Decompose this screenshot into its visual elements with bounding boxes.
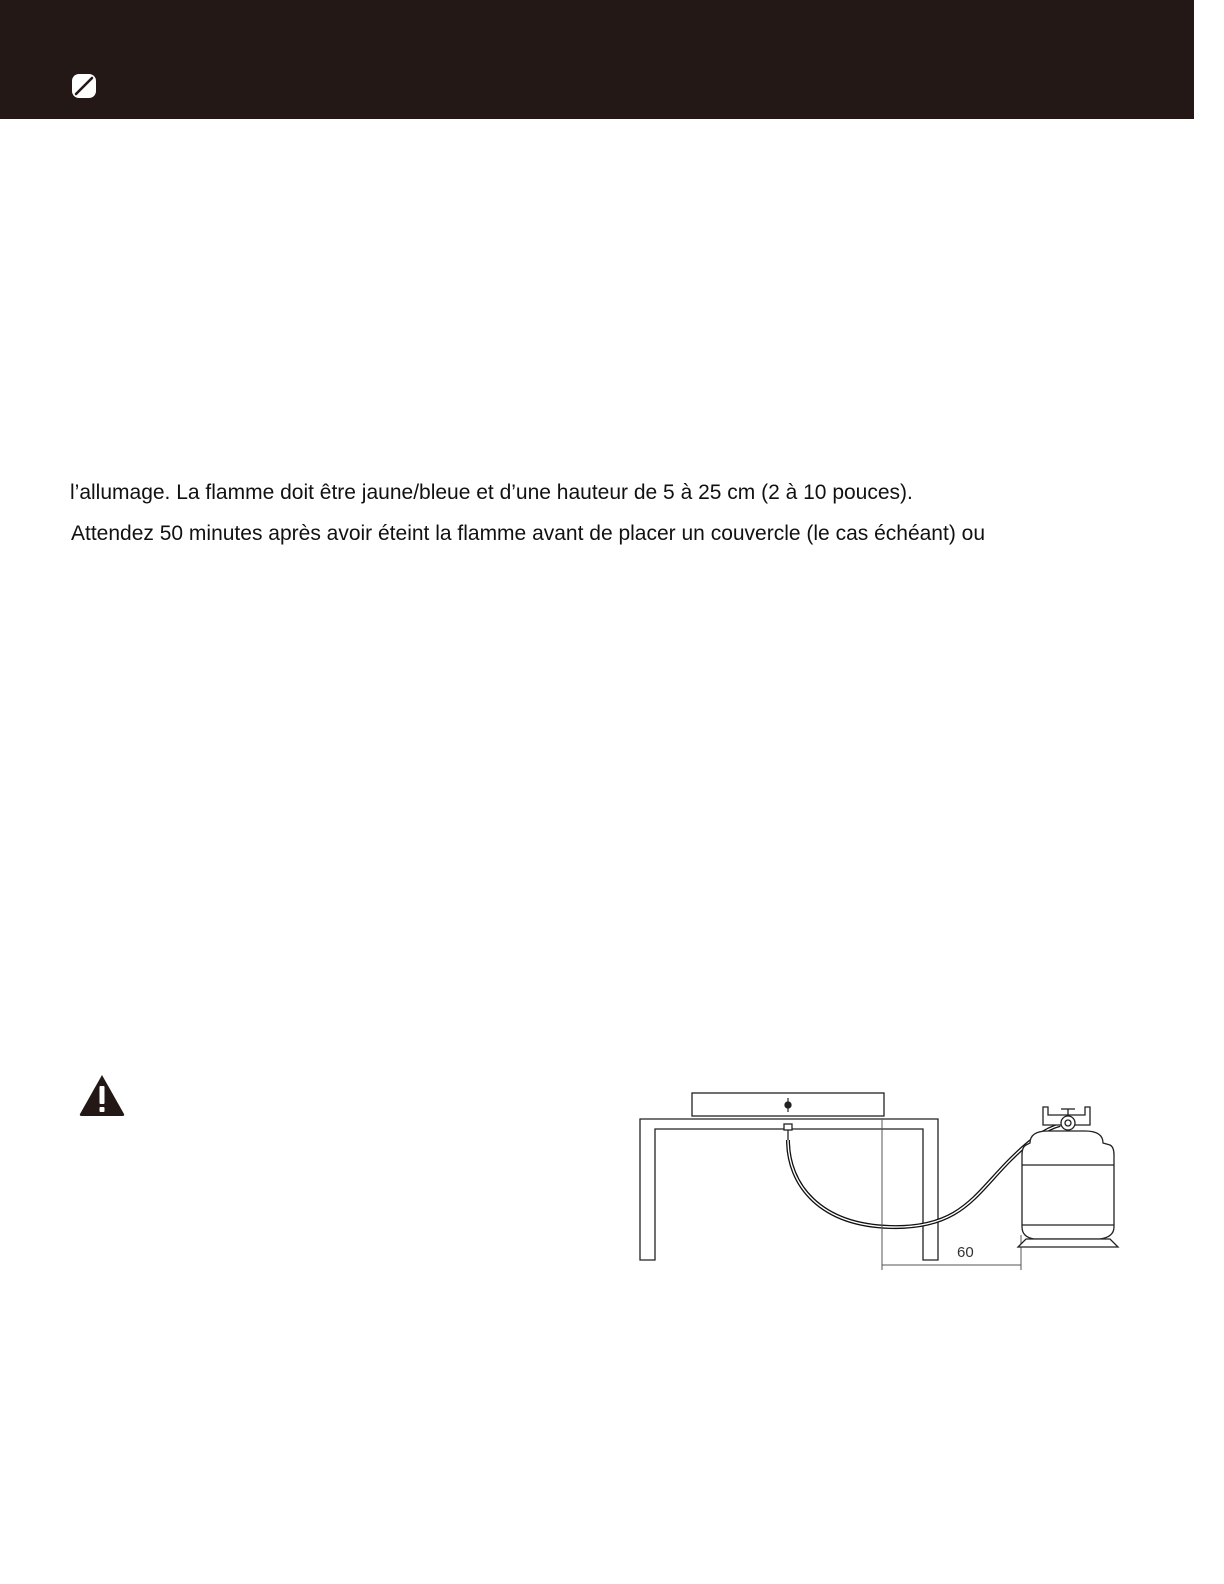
propane-tank <box>1018 1107 1118 1247</box>
instruction-line-2: Attendez 50 minutes après avoir éteint la flamme avant de placer un couvercle (le cas échéant) ou <box>71 522 986 545</box>
burner-unit <box>692 1093 884 1140</box>
header-bar <box>0 0 1194 119</box>
propane-tank-connection-diagram <box>630 1085 1130 1275</box>
distance-label: 60 <box>957 1244 974 1261</box>
warning-triangle-icon <box>78 1073 126 1117</box>
instruction-line-1: l’allumage. La flamme doit être jaune/bleue et d’une hauteur de 5 à 25 cm (2 à 10 pouces). <box>70 481 913 504</box>
distance-dimension <box>882 1119 1021 1270</box>
brand-leaf-icon <box>71 73 97 99</box>
